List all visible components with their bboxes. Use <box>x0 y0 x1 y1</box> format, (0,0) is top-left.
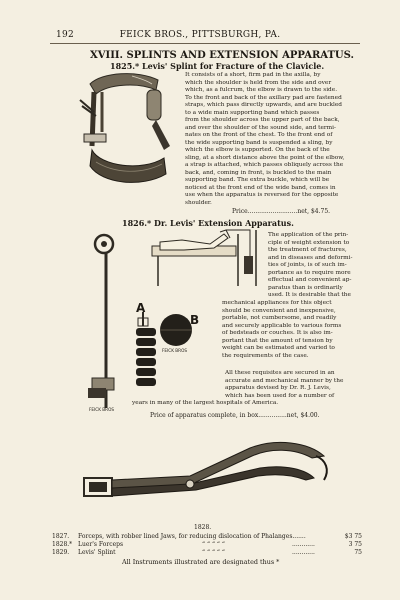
extension-apparatus-bed-illustration <box>150 226 266 286</box>
clavicle-splint-illustration <box>72 66 180 196</box>
product-number: 1828.* <box>52 541 73 548</box>
item-1825-price: Price..........................net, $4.75. <box>232 208 331 215</box>
forceps-product-list <box>52 533 362 557</box>
page-number: 192 <box>56 30 75 40</box>
item-1826-description-2: All these requisites are secured in an accurate and mechanical manner by the apparatus devised by Dr. R. J. Levis, which has been used for a number of <box>225 370 344 399</box>
weight-label-b: B <box>190 313 200 327</box>
item-1826-price: Price of apparatus complete, in box...............net, $4.00. <box>150 412 320 419</box>
item-1826-title: 1826.* Dr. Levis' Extension Apparatus. <box>122 218 294 228</box>
product-name: Luer's Forceps <box>78 541 124 548</box>
product-price-leader: ............ <box>292 541 315 548</box>
product-price: 3 75 <box>348 541 362 548</box>
product-name: Forceps, with robber lined Jaws, for reducing dislocation of Phalanges....... <box>78 533 306 540</box>
item-1826-description-2-last-line: years in many of the largest hospitals of America. <box>132 400 279 406</box>
product-ditto-marks: “ “ “ “ “ <box>202 549 225 556</box>
forceps-figure-caption: 1828. <box>194 524 212 531</box>
item-1825-title: 1825.* Levis' Splint for Fracture of the Clavicle. <box>110 61 325 71</box>
footer-note: All Instruments illustrated are designated thus * <box>122 558 280 566</box>
item-1825-description: It consists of a short, firm pad in the axilla, by which the shoulder is held from the side and over which, as a fulcrum, the elbow is drawn to the side. To the front and back of the axillary pad are fastened straps, which pass directly upwards, and are buckled to a wide main supporting band which passes from the shoulder across the upper part of the back, and over the shoulder of the sound side, and termi- nates on the front of the chest. To the front end of the wide supporting band is suspended a sling, by which the elbow is supported. On the back of the sling, at a short distance above the point of the elbow, a strap is attached, which passes obliquely across the back, and, coming in front, is buckled to the main supporting band. The extra buckle, which will be noticed at the front end of the wide band, comes in use when the apparatus is reversed for the opposite shoulder. <box>185 72 345 206</box>
page-running-title: FEICK BROS., PITTSBURGH, PA. <box>119 30 281 40</box>
product-price-leader: ............ <box>292 549 315 556</box>
product-row-1828 <box>52 541 362 549</box>
product-ditto-marks: “ “ “ “ “ <box>202 541 225 548</box>
header-rule <box>50 43 360 44</box>
luers-forceps-illustration <box>80 430 335 510</box>
section-heading: XVIII. SPLINTS AND EXTENSION APPARATUS. <box>90 50 354 61</box>
product-row-1827 <box>52 533 362 541</box>
product-price: $3 75 <box>344 533 362 540</box>
extension-weights-illustration <box>126 300 206 400</box>
product-row-1829 <box>52 549 362 557</box>
product-number: 1827. <box>52 533 70 540</box>
product-name: Levis' Splint <box>78 549 116 556</box>
item-1826-description-narrow: The application of the prin- ciple of weight extension to the treatment of fractures, and in diseases and deformi- ties of joints, is of such im- portance as to require more effectual and convenient ap- paratus than is ordinarily used. It is desirable that the <box>268 232 353 298</box>
weight-label-a: A <box>136 301 146 315</box>
product-number: 1829. <box>52 549 70 556</box>
stand-maker-stamp: FEICK BROS <box>89 407 115 412</box>
item-1826-description-wide: mechanical appliances for this object should be convenient and inexpensive, portable, not cumbersome, and readily and securely applicable to various forms of bedsteads or couches. It is also im- portant that the amount of tension by weight can be estimated and varied to the requirements of the case. <box>222 300 342 359</box>
product-price: 75 <box>354 549 362 556</box>
weight-maker-stamp: FEICK BROS <box>162 348 188 353</box>
pulley-stand-illustration <box>88 228 128 428</box>
